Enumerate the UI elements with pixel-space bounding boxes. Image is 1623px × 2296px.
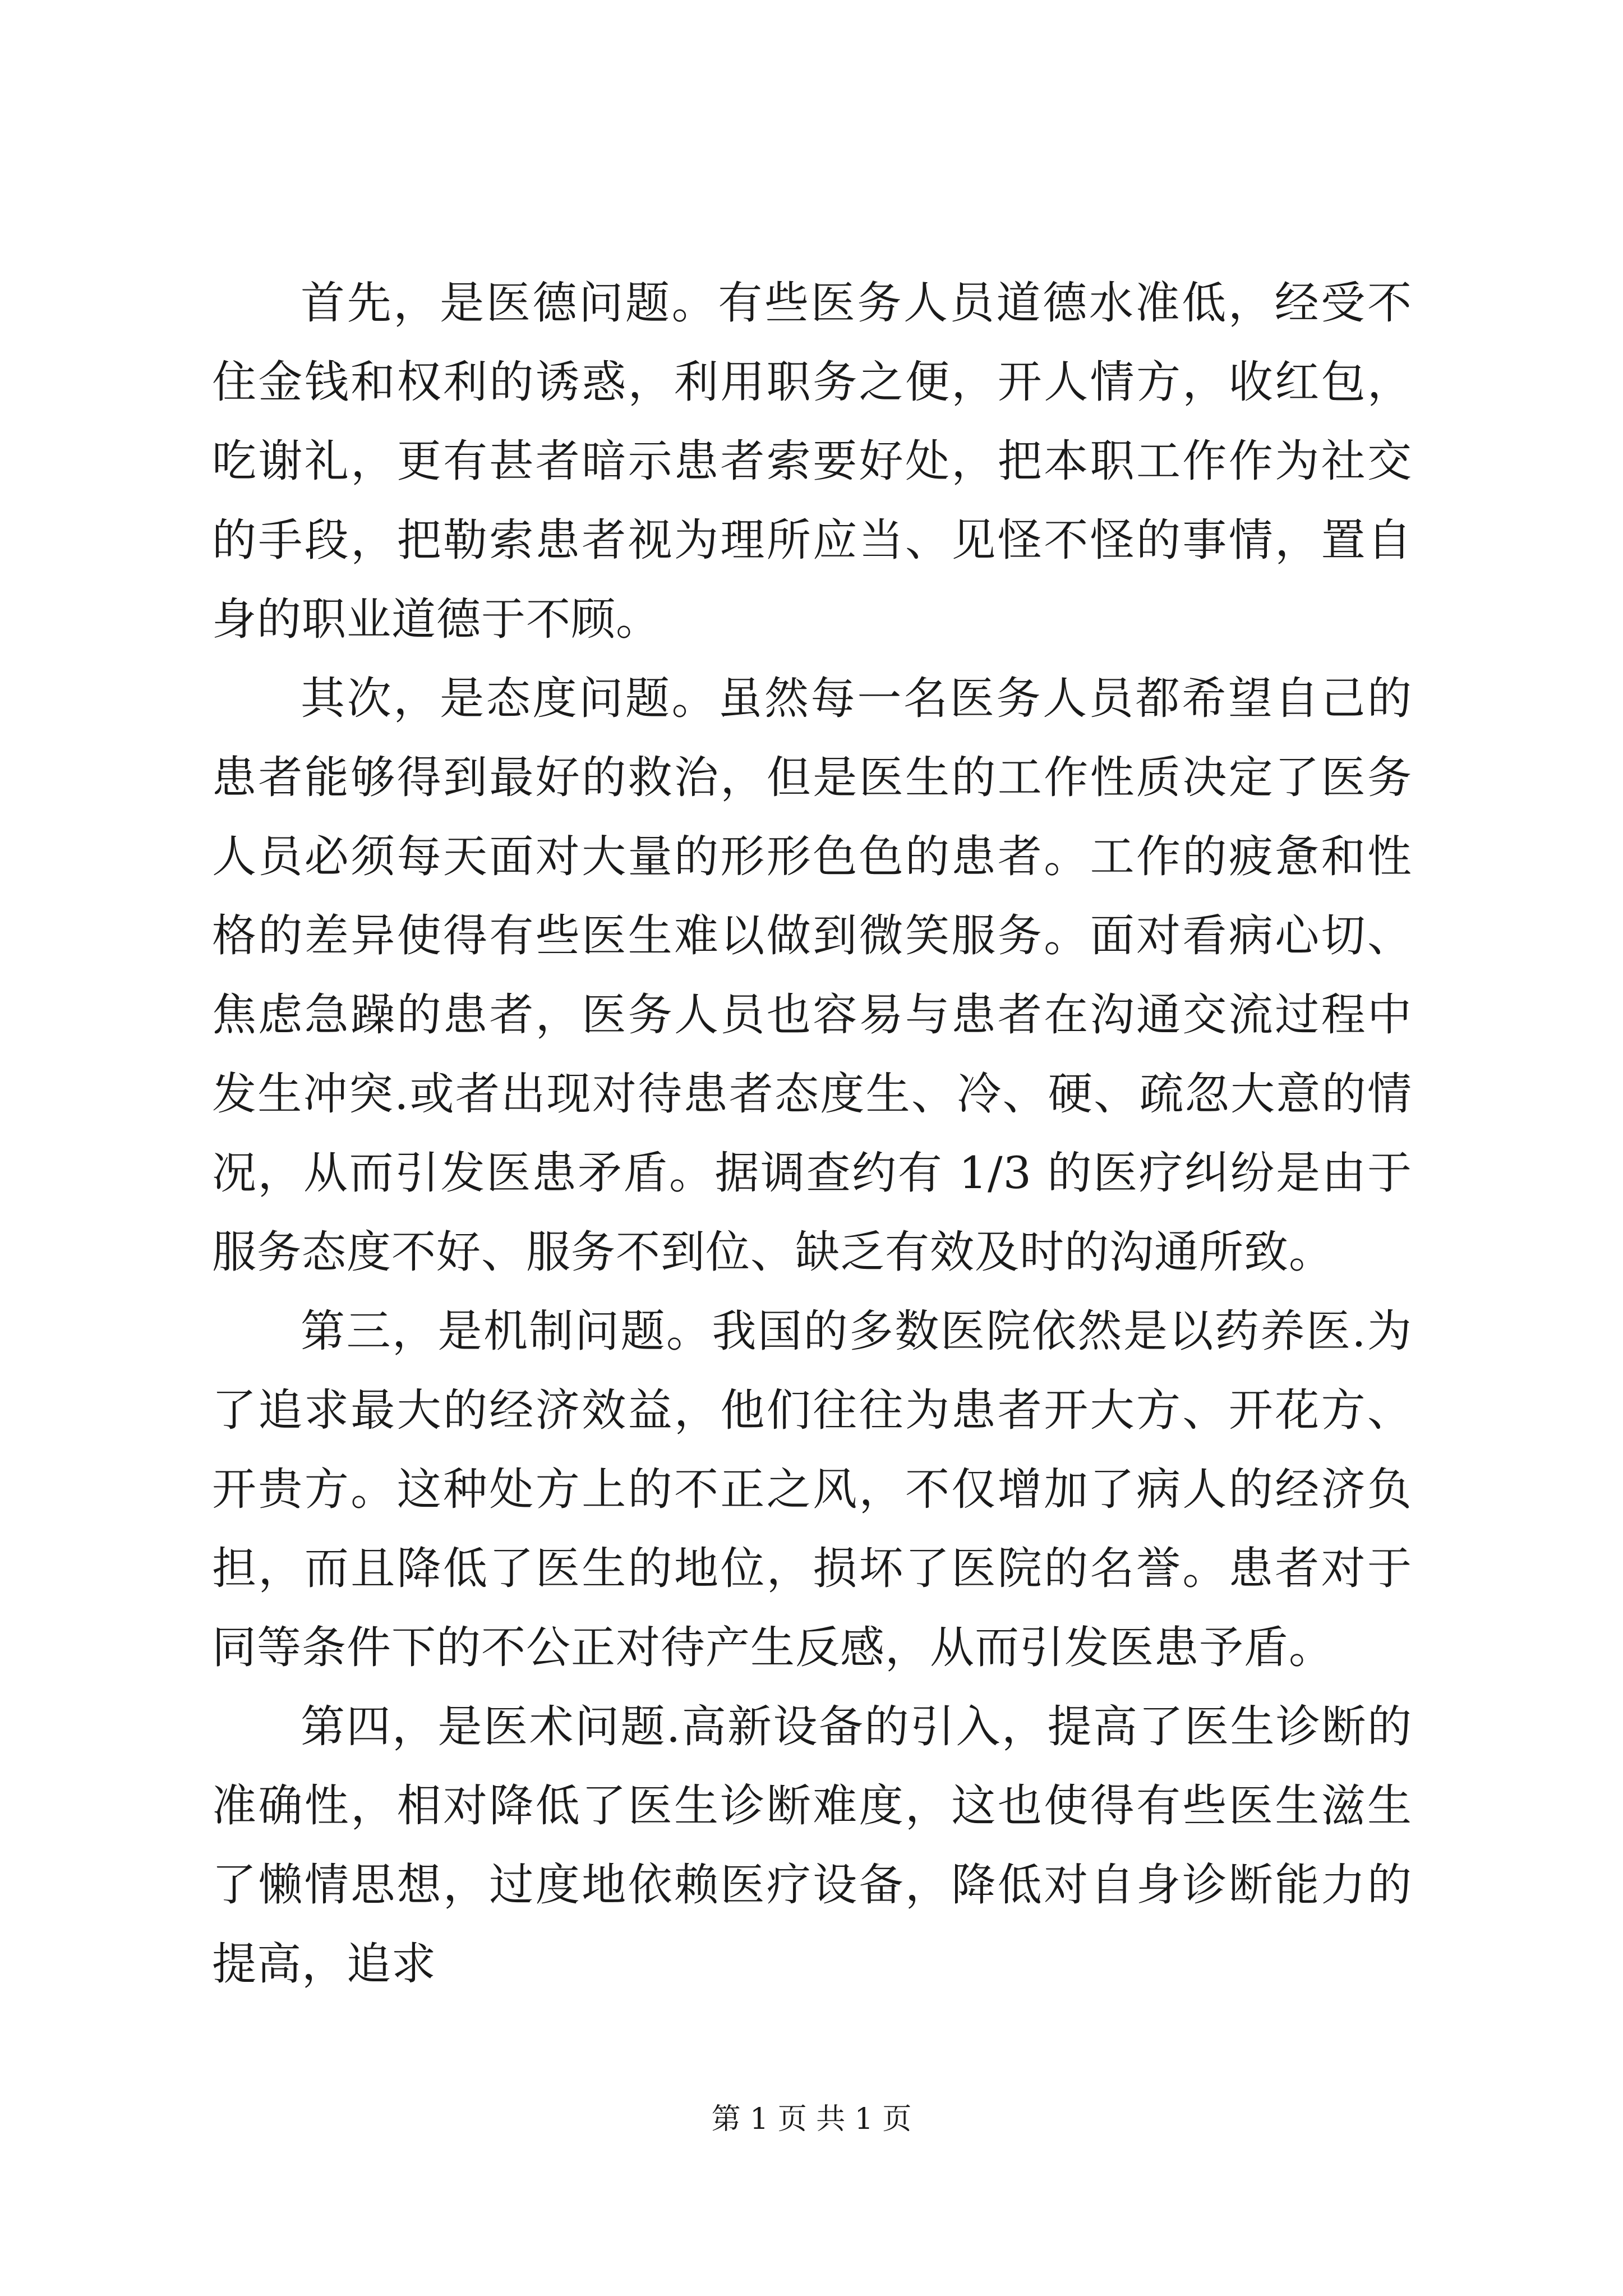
paragraph-mechanism: 第三，是机制问题。我国的多数医院依然是以药养医.为了追求最大的经济效益，他们往往为患者开大方、开花方、开贵方。这种处方上的不正之风，不仅增加了病人的经济负担，而且降低了医生的地位，损坏了医院的名誉。患者对于同等条件下的不公正对待产生反感，从而引发医患予盾。 xyxy=(212,1305,1412,1673)
paragraph-medical-ethics: 首先，是医德问题。有些医务人员道德水准低，经受不住金钱和权利的诱惑，利用职务之便，开人情方，收红包，吃谢礼，更有甚者暗示患者索要好处，把本职工作作为社交的手段，把勒索患者视为理所应当、见怪不怪的事情，置自身的职业道德于不顾。 xyxy=(212,277,1412,645)
page-footer: 第 1 页 共 1 页 xyxy=(711,2102,912,2136)
paragraph-attitude: 其次，是态度问题。虽然每一名医务人员都希望自己的患者能够得到最好的救治，但是医生的工作性质决定了医务人员必须每天面对大量的形形色色的患者。工作的疲惫和性格的差异使得有些医生难以做到微笑服务。面对看病心切、焦虑急躁的患者，医务人员也容易与患者在沟通交流过程中发生冲突.或者出现对待患者态度生、冷、硬、疏忽大意的情况，从而引发医患矛盾。据调查约有 1/3 的医疗纠纷是由于服务态度不好、服务不到位、缺乏有效及时的沟通所致。 xyxy=(212,673,1412,1278)
paragraph-medical-skill: 第四，是医术问题.高新设备的引入，提高了医生诊断的准确性，相对降低了医生诊断难度，这也使得有些医生滋生了懒情思想，过度地依赖医疗设备，降低对自身诊断能力的提高，追求 xyxy=(212,1701,1412,1990)
document-body xyxy=(212,264,1412,2004)
